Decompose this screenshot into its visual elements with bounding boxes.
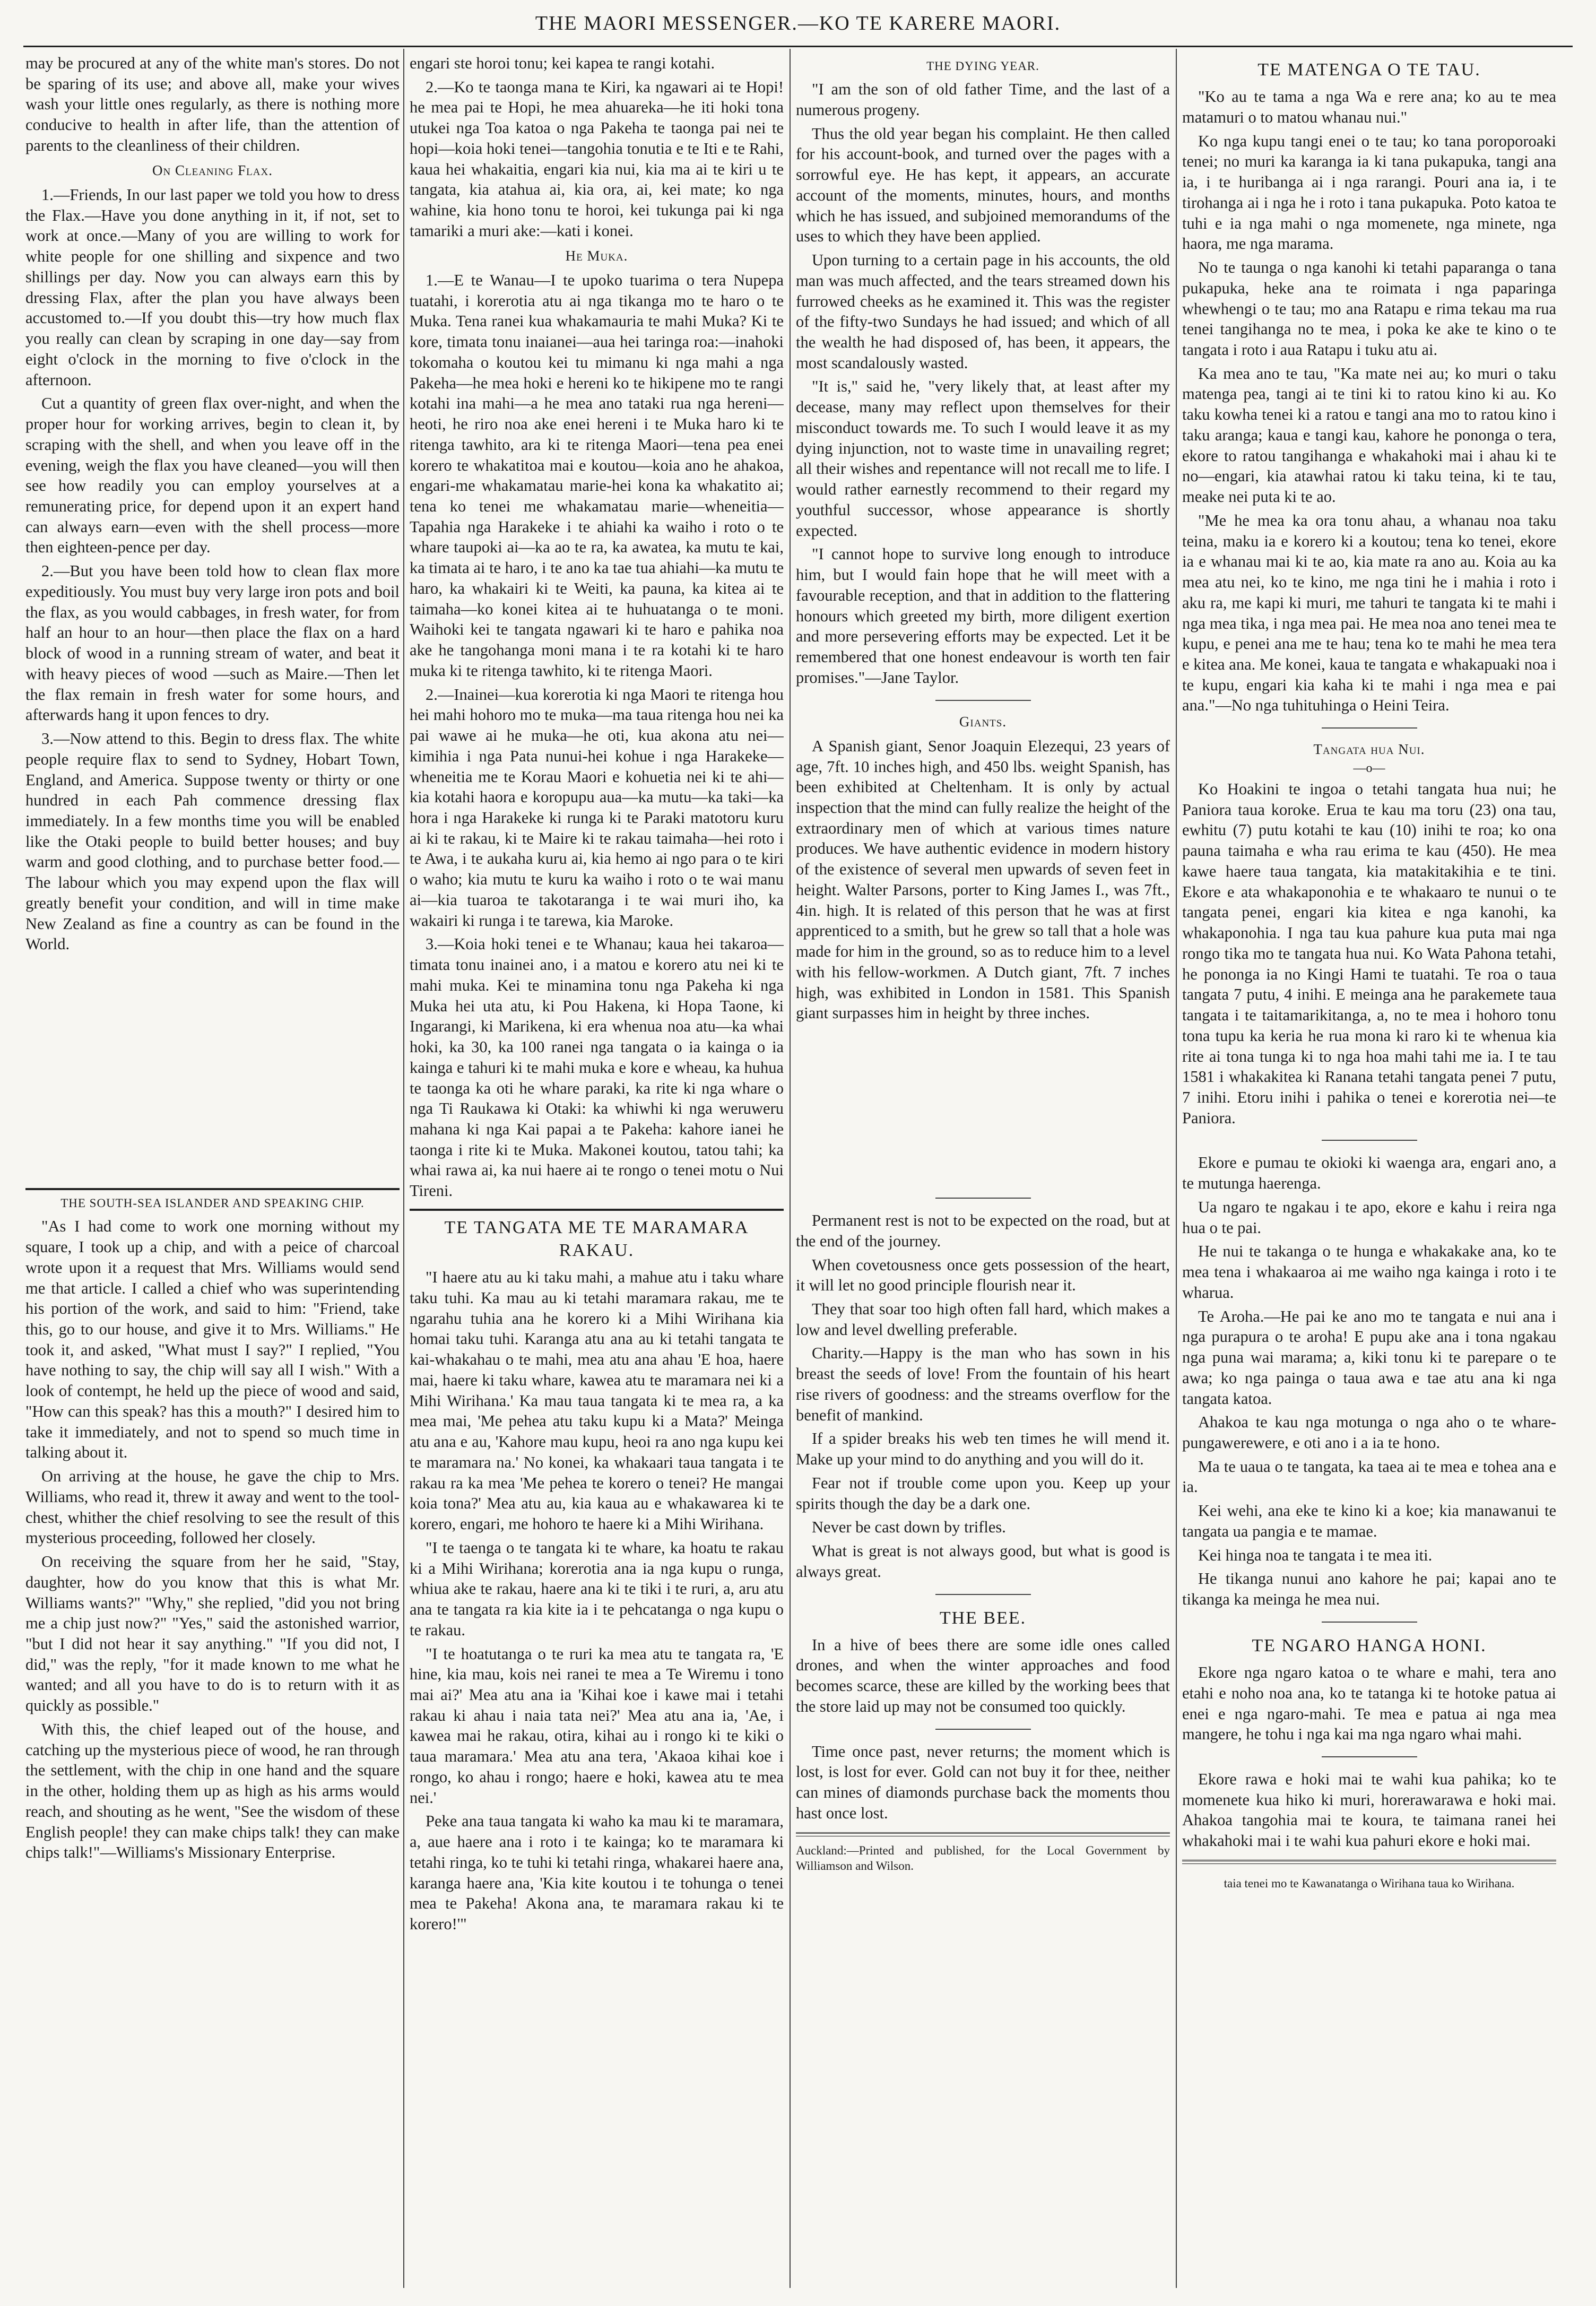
maxim: Kei hinga noa te tangata i te mea iti. [1198,1546,1433,1564]
paragraph: In a hive of bees there are some idle ones called drones, and when the winter approaches and food becomes scarce, these are killed by the working bees that the store laid up may not be consumed too quickly. [796,1635,1170,1715]
divider [1322,1756,1417,1757]
column-2 [410,53,784,2279]
paragraph: "Ko au te tama a nga Wa e rere ana; ko au te mea matamuri o to matou whanau nui." [1182,88,1556,126]
paragraph: Ka mea ano te tau, "Ka mate nei au; ko muri o taku matenga pea, tangi ai te tini ki to ratou kino ki au. Ko taku kowha tenei ki a ratou e tangi ana mo to ratou kino i taku aranga; kaua e tangi kau, kahore he pononga o tera, ekore to ratou tangihanga e whakahoki mai i ahau ki te no—engari, kia atawhai ratou ki taku teina, ki te tau, meake nei puta ki te ao. [1182,364,1556,506]
paragraph: 2.—But you have been told how to clean flax more expeditiously. You must buy very large iron pots and boil the flax, as you would cabbages, in fresh water, for from half an hour to an hour—then place the flax on a hard block of wood in a running stream of water, and beat it with heavy pieces of wood —such as Maire.—Then let the flax remain in fresh water for some hours, and afterwards hang it upon fences to dry. [25,562,400,724]
section-title: On Cleaning Flax. [152,162,273,178]
paragraph: "I haere atu au ki taku mahi, a mahue atu i taku whare taku tuhi. Ka mau au ki tetahi maramara rakau, me te ngarahu tuhia ana he korero ki a Mihi Wirihana kia homai taku tuhi. Karanga atu ana au ki tetahi tangata te kai-whakahau o te mahi, mea atu ana ahau 'E hoa, haere mai, haere ki taku whare, kawea atu te maramara nei ki a Mihi Wirihana.' Ka mau taua tangata ki te mea ra, a ka mea mai, 'Me pehea atu taku kupu ki a Mata?' Meinga atu ana e au, 'Kahore mau kupu, heoi ra ano nga kupu kei te maramara na.' No konei, ka whakaari taua tangata i te rakau ra ka mea 'Me pehea te korero o tenei? He mangai koia tona?' Mea atu au, kia kaua au e whakawarea ki te korero, engari, me hohoro te haere ki a Mihi Wirihana. [410,1268,784,1533]
paragraph: "As I had come to work one morning without my square, I took up a chip, and with a peice of charcoal wrote upon it a request that Mrs. Williams would send me that article. I called a chief who was superintending his portion of the work, and said to him: "Friend, take this, go to our house, and give it to Mrs. Williams." He took it, and asked, "What must I say?" I replied, "You have nothing to say, the chip will say all I wish." With a look of contempt, he held up the piece of wood and said, "How can this speak? has this a mouth?" I desired him to take it immediately, and not to spend so much time in talking about it. [25,1217,400,1462]
section-title: He Muka. [565,247,628,264]
divider [1322,1140,1417,1141]
maxim: Fear not if trouble come upon you. Keep up your spirits though the day be a dark one. [796,1473,1170,1513]
paragraph: 1.—E te Wanau—I te upoko tuarima o tera Nupepa tuatahi, i korerotia atu ai nga tikanga mo te haro o te Muka. Tena ranei kua whakamauria te mahi Muka? Ki te kore, timata tonu inaianei—aua hei taringa roa:—inahoki tokomaha o koutou kei tu mimanu ki nga mahi a nga Pakeha—he mea hoki e hereni ko te hikipene mo te rangi kotahi ina mahi—a he mea ano tataki rua nga hereni—heoti, he riro noa ake enei hereni i te Muka haro ki te ritenga tawhito, ara ki te ritenga Maori—tena pea enei korero te whakatitoa mai e koutou—koia ano he ahakoa, engari-me whakamatau marie-hei kona ka whakatito ai; tena ko tenei me whakamatau marie—wheneitia—Tapahia nga Harakeke i te ahiahi ka waiho i roto o te whare taupoki ai—ka ao te ra, ka awatea, ka mutu te kai, ka timata ai te haro, i te ano ka tae tua ahiahi—ka mutu te haro, ka whakairi ki te Weiti, ka pauna, ka kitea ai te taimaha—ko konei kitea ai te huhuatanga o te moni. Waihoki kei te tangata ngawari ki te haro e pahika noa ake he tangohanga moni mana i te ra kotahi ki te haro muka ki te ritenga tawhito, ki te ritenga Maori. [410,271,784,680]
paragraph: "I cannot hope to survive long enough to introduce him, but I would fain hope that he will meet with a favourable reception, and that in addition to the flattering honours which greeted my birth, more diligent exertion and more persevering efforts may be expected. Let it be remembered that one honest endeavour is worth ten fair promises."—Jane Taylor. [796,545,1170,687]
maxim: Te Aroha.—He pai ke ano mo te tangata e nui ana i nga purapura o te aroha! E pupu ake ana i tona ngakau nga puna wai marama; a, kiki tonu ki te parepare o te awa; ko nga painga o taua awa e tae atu ana ki nga tangata katoa. [1182,1307,1556,1408]
maxim: Kei wehi, ana eke te kino ki a koe; kia manawanui te tangata ua pangia e te mamae. [1182,1502,1556,1540]
maxim: They that soar too high often fall hard, which makes a low and level dwelling preferable. [796,1300,1170,1339]
paragraph: Time once past, never returns; the moment which is lost, is lost for ever. Gold can not buy it for thee, neither can mines of diamonds purchase back the moments thou hast once lost. [796,1742,1170,1822]
paragraph: 1.—Friends, In our last paper we told you how to dress the Flax.—Have you done anything in it, if not, set to work at once.—Many of you are willing to work for white people for one shilling and sixpence and two shillings per day. Now you can always earn this by dressing Flax, after the plan you have always been accustomed to.—If you doubt this—try how much flax you really can clean by scraping in one day—say from eight o'clock in the morning to five o'clock in the afternoon. [25,185,400,389]
divider [935,1198,1031,1199]
paragraph: On receiving the square from her he said, "Stay, daughter, how do you know that this is what Mr. Williams wants?" "Why," she replied, "did you not bring me a chip just now?" "Yes," said the astonished warrior, "but I did not hear it say anything." "If you did not, I did," was the reply, "for it made known to me what he wanted; and all you have to do is to return with it as quickly as possible." [25,1553,400,1715]
paragraph: Ekore rawa e hoki mai te wahi kua pahika; ko te momenete kua hiko ki muri, horerawarawa e hoki mai. Ahakoa tangohia mai te koura, te taimana ranei hei whakahoki mai i te wahi kua pahuri ekore e hoki mai. [1182,1770,1556,1850]
maxim: He nui te takanga o te hunga e whakakake ana, ko te mea tena i whakaaroa ai me waiho nga kainga i roto i te wharua. [1182,1242,1556,1302]
paragraph: "Me he mea ka ora tonu ahau, a whanau noa taku teina, maku ia e korero ki a koutou; tena ko tenei, ekore ia e whanau mai ki te ao, kia mate ra ano au. Koia au ka mea atu nei, ko te kino, me nga tini he i mahia i roto i aku ra, me kapi ki muri, me tahuri te tangata ki te mahi i nga mea tika, i nga mea pai. He mea noa ano tenei mea te kupu, e penei ana me te hau; tena ko te mahi he mea tera e kitea ana. Me konei, kaua te tangata e whakapuaki noa i te kupu, engari kia kaha ki te mahi i nga mea e pai ana."—No nga tuhituhinga o Heini Teira. [1182,511,1556,715]
divider [1322,727,1417,729]
maxim: Never be cast down by trifles. [812,1518,1006,1537]
ornament: —o— [1353,761,1385,776]
divider [935,1594,1031,1595]
paragraph: A Spanish giant, Senor Joaquin Elezequi, 23 years of age, 7ft. 10 inches high, and 450 lbs. weight Spanish, has been exhibited at Cheltenham. It is only by actual inspection that the mind can fully realize the height of the extraordinary men of which at various times nature produces. We have authentic evidence in modern history of the existence of several men upwards of seven feet in height. Walter Parsons, porter to King James I., was 7ft., 4in. high. It is related of this person that he was at first apprenticed to a smith, but he grew so tall that a hole was made for him in the ground, so as to reduce him to a level with his fellow-workmen. A Dutch giant, 7ft. 7 inches high, was exhibited in London in 1581. This Spanish giant surpasses him in height by three inches. [796,736,1170,1022]
divider [796,1832,1170,1836]
paragraph: "I te hoatutanga o te ruri ka mea atu te tangata ra, 'E hine, kia mau, kois nei ranei te mea a Te Wiremu i tono mai ai?' Mea atu ana ia 'Kihai koe i kawe mai i tetahi rakau ki ahau i naia tata nei?' Mea atu ana ia, 'Ae, i kawea mai he rakau, otira, kihai au i rongo ki te kiki o taua maramara.' Mea atu ana tera, 'Akaoa kihai koe i rongo, ko ahau i rongo; haere e hoki, kawea atu te mea nei.' [410,1644,784,1807]
imprint: Auckland:—Printed and published, for the Local Government by Williamson and Wilson. [796,1843,1170,1872]
blank-space [796,1027,1170,1186]
column-rule [1176,49,1177,2288]
section-title: THE DYING YEAR. [926,59,1039,73]
divider [1322,1622,1417,1623]
maxim: Ua ngaro te ngakau i te apo, ekore e kahu i reira nga hua o te pai. [1182,1198,1556,1237]
top-rule [23,46,1573,47]
section-title: THE SOUTH-SEA ISLANDER AND SPEAKING CHIP. [60,1197,365,1210]
paragraph: With this, the chief leaped out of the house, and catching up the mysterious piece of wood, he ran through the settlement, with the chip in one hand and the square in the other, holding them up as high as his arms would reach, and shouting as he went, "See the wisdom of these English people! they can make chips talk! they can make chips talk!"—Williams's Missionary Enterprise. [25,1720,400,1862]
paragraph: On arriving at the house, he gave the chip to Mrs. Williams, who read it, threw it away and went to the tool-chest, whither the chief resolving to see the result of this mysterious proceeding, followed her closely. [25,1467,400,1547]
paragraph: "It is," said he, "very likely that, at least after my decease, many may reflect upon themselves for their misconduct towards me. To such I would leave it as my dying injunction, not to waste time in unavailing regret; all their wishes and repentance will not recall me to life. I would rather earnestly recommend to their regard my youthful successor, whose appearance is shortly expected. [796,377,1170,540]
section-title: TE TANGATA ME TE MARAMARA RAKAU. [444,1217,749,1261]
paragraph: 2.—Inainei—kua korerotia ki nga Maori te ritenga hou hei mahi hohoro mo te muka—ma taua ritenga hou nei ka pai wawe ai he muka—he oti, kua akona atu nei—kimihia i nga Pata nunui-hei kohue i nga Harakeke—wheneitia me te Korau Maori e kohuetia nei ki te ahi—kia kotahi haora e koropupu aua—ka mutu—ka taki—ka hora i nga Harakeke ki runga ki te Paraki matotoru kuru ai ki te rakau, ki te Maire ki te rakau taimaha—hei roto i te Awa, i te aukaha kuru ai, kia hemo ai ngo para o te kiri o waho; kia mutu te kuru ka waiho i roto o te wai manu ai—kia tuaroa te takotaranga i te wai muri iho, ka wakairi ki runga i te tarewa, kia Maroke. [410,685,784,930]
column-4 [1182,53,1556,2279]
maxim: Ekore e pumau te okioki ki waenga ara, engari ano, a te mutunga haerenga. [1182,1154,1556,1193]
paragraph: may be procured at any of the white man's stores. Do not be sparing of its use; and above all, make your wives wash your little ones regularly, as there is nothing more conducive to health in after life, than the attention of parents to the cleanliness of their children. [25,54,400,154]
maxim: Charity.—Happy is the man who has sown in his breast the seeds of love! From the fountain of his heart rise rivers of goodness: and the streams overflow for the benefit of mankind. [796,1344,1170,1424]
maxim: When covetousness once gets possession of the heart, it will let no good principle flourish near it. [796,1255,1170,1295]
maxim: If a spider breaks his web ten times he will mend it. Make up your mind to do anything and you will do it. [796,1429,1170,1469]
paragraph: 3.—Koia hoki tenei e te Whanau; kaua hei takaroa—timata tonu inainei ano, i a matou e korero atu nei ki te mahi muka. Kei te minamina tonu nga Pakeha ki nga Muka hei uta atu, ki Pou Hakena, ki Hopa Taone, ki Ingarangi, ki Marikena, ki era whenua noa atu—ka whai hoki, ka 30, ka 100 ranei nga tangata o ia kainga o ia kainga e tahuri ki te mahi muka e kore e wheau, ka huhua te taonga ka oti he whare paraki, ka rite ki nga whare o nga Ti Raukawa ki Otaki: ka whiwhi ki nga weruweru mahana ki nga Kai papai a te Pakeha: kahore ianei he taonga i rite ki te Muka. Makonei koutou, tatou tahi; ka whai rawa ai, ka nui haere ai te rongo o tenei motu o Nui Tireni. [410,935,784,1200]
divider [935,1729,1031,1730]
paragraph: Ko nga kupu tangi enei o te tau; ko tana poroporoaki tenei; no muri ka karanga ia ki tana pukapuka, tangi ana ia, i te huribanga ai i nga rarangi. Pouri ana ia, i te tirohanga ai i nga he i roto i tana pukapuka. Poto katoa te tuhi e ia nga mahi o nga momenete, nga minete, nga haora, me nga marama. [1182,132,1556,253]
section-title: TE NGARO HANGA HONI. [1252,1635,1487,1655]
maxim: Permanent rest is not to be expected on the road, but at the end of the journey. [796,1211,1170,1250]
paragraph: engari ste horoi tonu; kei kapea te rangi kotahi. [410,54,715,72]
paragraph: 3.—Now attend to this. Begin to dress flax. The white people require flax to send to Sydney, Hobart Town, England, and America. Suppose twenty or thirty or one hundred in each Pah commence dressing flax immediately. In a few months time you will be enabled like the Otaki people to build better houses; and buy warm and good clothing, and to purchase better food.—The labour which you may expend upon the flax will greatly benefit your condition, and will in time make New Zealand as fine a country as can be found in the World. [25,730,400,953]
paragraph: Ekore nga ngaro katoa o te whare e mahi, tera ano etahi e noho noa ana, ko te tatanga ki te hotoke patua ai enei e nga ngaro-mahi. Te mea e patua ai nga mea mangere, he tohu i nga kai ma nga ngaro whai mahi. [1182,1663,1556,1744]
paragraph: Upon turning to a certain page in his accounts, the old man was much affected, and the tears streamed down his furrowed cheeks as he examined it. This was the register of the fifty-two Sundays he had issued; and which of all the wealth he had disposed of, has been, it appears, the most scandalously wasted. [796,251,1170,372]
maxim: What is great is not always good, but what is good is always great. [796,1542,1170,1581]
paragraph: Cut a quantity of green flax over-night, and when the proper hour for working arrives, begin to clean it, by scraping with the shell, and when you leave off in the evening, weigh the flax you have cleaned—you will then see how readily you can employ yourselves at a remunerating price, for depend upon it an expert hand can always earn—even with the shell process—more then eighteen-pence per day. [25,394,400,557]
maxim: He tikanga nunui ano kahore he pai; kapai ano te tikanga ka meinga he mea nui. [1182,1570,1556,1609]
paragraph: Peke ana taua tangata ki waho ka mau ki te maramara, a, aue haere ana i roto i te kainga; ko te maramara ki tetahi ringa, ko te tuhi ki tetahi ringa, whakarei haere ana, karanga haere ana, 'Kia kite koutou i te tohunga o tenei mea te Pakeha! Akona ana, te maramara rakau ki te korero!'" [410,1812,784,1934]
section-title: THE BEE. [939,1608,1027,1628]
paragraph: Ko Hoakini te ingoa o tetahi tangata hua nui; he Paniora taua koroke. Erua te kau ma toru (23) ona tau, ewhitu (7) putu kotahi te kau (10) inihi te roa; ko ona pauna taimaha e wha rau erima te kau (450). He mea kawe haere taua tangata, kia matakitakihia e te tini. Ekore e ata whakaponohia e te whakaaro te nunui o te tangata penei, engari kia kitea e nga kanohi, ka whakaponohia. I nga tau kua pahure kua puta mai nga rongo tika mo te tangata hua nui. Ko Wata Pahona tetahi, he pononga ia no Kingi Hami te tuatahi. Te roa o taua tangata 7 putu, 4 inihi. E meinga ana he parakemete taua tangata i te taitamarikitanga, a, no te mea i hohoro tonu tona tupu ka keria he rua mona ki raro ki te whenua kia rite ai tona tunga ki to nga hoa mahi tahi me ia. I te tau 1581 i whakakitea ki Ranana tetahi tangata penei 7 putu, 7 inihi. Etoru inihi i pahika o tenei e korerotia nei—te Paniora. [1182,779,1556,1127]
divider [410,1209,784,1211]
maxim: Ahakoa te kau nga motunga o nga aho o te whare-pungawerewere, e oti ano i a ia te hono. [1182,1413,1556,1452]
section-title: TE MATENGA O TE TAU. [1257,60,1481,80]
paragraph: 2.—Ko te taonga mana te Kiri, ka ngawari ai te Hopi! he mea pai te Hopi, he mea ahuareka—he iti hoki tona utukei nga Toa katoa o nga Pakeha te taonga pai nei te hopi—koia hoki tenei—tangohia tonutia e te Iti e te Rahi, kaua hei whakaitia, engari kia nui, kia ma ai te kiri u te tangata, kia atahua ai, kia ora, ai, kei mate; ko nga wahine, kia hono tonu te horoi, kei tukunga pai ki nga tamariki a muri ake:—kati i konei. [410,77,784,240]
blank-space [25,958,400,1181]
section-title: Tangata hua Nui. [1313,741,1425,758]
section-title: Giants. [959,713,1007,730]
paragraph: "I te taenga o te tangata ki te whare, ka hoatu te rakau ki a Mihi Wirihana; korerotia ana ia nga kupu o runga, whiua ake te rakau, haere ana ki te tiki i te ruri, a, aru atu ana te tangata ra kia kite ia i te pehcatanga o nga kupu o te rakau. [410,1538,784,1639]
column-3 [796,53,1170,2279]
paragraph: No te taunga o nga kanohi ki tetahi paparanga o tana pukapuka, heke ana te roimata i nga paparinga whewhengi o te tau; mo ana Ratapu e rima tekau ma rua tenei tangihanga no te mea, i poka ke ake te kino o te tangata i roto i aua Ratapu i tuku atu ai. [1182,258,1556,359]
divider [1182,1860,1556,1864]
paragraph: Thus the old year began his complaint. He then called for his account-book, and turned over the pages with a sorrowful eye. He has kept, it appears, an accurate account of the moments, minutes, hours, and months which he has issued, and subjoined memorandums of the uses to which they have been applied. [796,124,1170,246]
divider [25,1188,400,1190]
imprint: taia tenei mo te Kawanatanga o Wirihana taua ko Wirihana. [1224,1876,1515,1890]
maxim: Ma te uaua o te tangata, ka taea ai te mea e tohea ana e ia. [1182,1457,1556,1496]
column-rule [790,49,791,2288]
column-1 [25,53,400,2279]
paragraph: "I am the son of old father Time, and the last of a numerous progeny. [796,80,1170,119]
column-rule [403,49,404,2288]
masthead: THE MAORI MESSENGER.—KO TE KARERE MAORI. [535,12,1061,34]
divider [935,700,1031,701]
